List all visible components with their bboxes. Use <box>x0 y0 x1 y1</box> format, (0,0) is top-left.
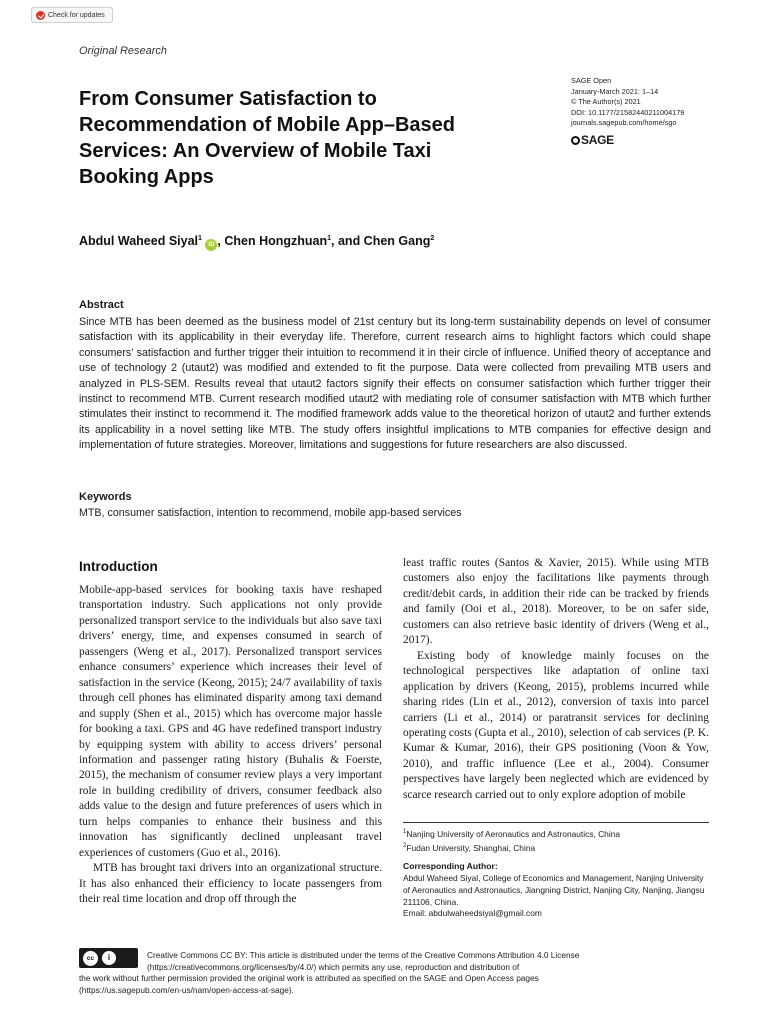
corresponding-author-address: Abdul Waheed Siyal, College of Economics and Management, Nanjing University of Aeronautics and Astronautics, Jiangning District, Nanjing City, Nanjing, Jiangsu 211106, China. <box>403 873 705 907</box>
author-1-affiliation: 1 <box>198 234 202 242</box>
license-line-4[interactable]: (https://us.sagepub.com/en-us/nam/open-access-at-sage). <box>79 984 294 995</box>
corresponding-author <box>403 873 709 920</box>
intro-paragraph-continued: least traffic routes (Santos & Xavier, 2015). While using MTB customers also enjoy the facilitations like payments through credit/debit cards, in addition their ride can be tracked by friends and family (Ooi et al., 2018). Moreover, to be on safer side, customers can also retrieve basic identity of drivers (Weng et al., 2017). <box>403 557 709 647</box>
journal-doi[interactable]: DOI: 10.1177/21582440211004179 <box>571 107 685 117</box>
journal-copyright: © The Author(s) 2021 <box>571 97 641 106</box>
journal-url[interactable]: journals.sagepub.com/home/sgo <box>571 118 677 127</box>
sage-swirl-icon <box>571 136 580 145</box>
affiliation-2-text: Fudan University, Shanghai, China <box>406 842 536 853</box>
intro-paragraph-2: MTB has brought taxi drivers into an organizational structure. It has also enhanced their efficiency to locate passengers from their real time location and drop off through the <box>79 862 382 906</box>
author-1: Abdul Waheed Siyal <box>79 234 199 248</box>
left-column <box>79 583 382 908</box>
intro-paragraph-1: Mobile-app-based services for booking taxis have reshaped transportation industry. Such applications not only provide personalized transport service to the individuals but also save taxi drivers’ energy, time, and expenses consumed in search of passengers (Weng et al., 2017). Personalized transport services enhance consumers’ experience which increases their level of satisfaction in the service (Keong, 2015); 24/7 availability of taxis through cell phones has eliminated disparity among taxi demand and supply (Shen et al., 2015) which has overcome major hassle for booking a taxi. GPS and 4G have redefined transport industry by equipping system with ability to access drivers’ personal information and passenger rating history (Buhalis & Foerste, 2015), the mechanism of consumer review plays a very important role in building credibility of drivers, consumer feedback also adds value to the design and future preferences of users which in turn helps companies to enhance their business and this innovation has significantly declined unpleasant travel experiences of customers (Guo et al., 2016). <box>79 584 382 859</box>
corresponding-author-email[interactable]: Email: abdulwaheedsiyal@gmail.com <box>403 908 542 919</box>
article-title: From Consumer Satisfaction to Recommendation of Mobile App–Based Services: An Overview of Mobile Taxi Booking Apps <box>79 88 455 188</box>
section-label: Original Research <box>79 45 168 57</box>
author-list <box>79 234 434 251</box>
journal-name: SAGE Open <box>571 76 612 85</box>
license-text <box>79 950 711 996</box>
check-icon <box>36 11 45 20</box>
abstract-heading: Abstract <box>79 299 124 311</box>
keywords-heading: Keywords <box>79 491 132 503</box>
intro-paragraph-3: Existing body of knowledge mainly focuses on the technological perspectives like adaptation of online taxi application by drivers (Keong, 2015), problems incurred while sharing rides (Lin et al., 2012), conversion of taxis into parcel carriers (Li et al., 2014) or paratransit services for declining operating costs (Gupta et al., 2010), selection of cab services (P. K. Kumar & Kumar, 2016), their GPS positioning (Voon & Yow, 2010), and traffic influence (Lee et al., 2004). Consumer perspectives have largely been neglected which are evidenced by scarce research carried out to only explore adoption of mobile <box>403 649 709 801</box>
journal-issue: January-March 2021: 1–14 <box>571 86 659 96</box>
author-2: , Chen Hongzhuan <box>217 234 328 248</box>
sage-logo <box>571 133 614 147</box>
corresponding-author-heading: Corresponding Author: <box>403 861 498 871</box>
check-for-updates-badge[interactable] <box>31 7 113 23</box>
license-line-2[interactable]: (https://creativecommons.org/licenses/by/4.0/) which permits any use, reproduction and distribution of <box>147 961 520 972</box>
attribution-icon: i <box>102 951 116 965</box>
journal-info <box>571 76 741 129</box>
sage-logo-text: SAGE <box>581 133 614 147</box>
author-3: , and Chen Gang <box>331 234 431 248</box>
license-line-3: the work without further permission provided the original work is attributed as specified on the SAGE and Open Access pages <box>79 973 539 984</box>
footnote-divider <box>403 822 709 823</box>
right-column <box>403 556 709 803</box>
cc-icon: cc <box>83 951 98 966</box>
author-3-affiliation: 2 <box>430 234 435 242</box>
abstract-text: Since MTB has been deemed as the business model of 21st century but its long-term sustainability depends on level of consumer satisfaction with its applicability in their everyday life. Therefore, current research aims to highlight factors which could shape consumers’ satisfaction and further trigger their intuition to recommend it in their circle of influence. Unified theory of acceptance and use of technology 2 (utaut2) was modified and extended to fit the purpose. Data were collected from prevailing MTB users and analyzed in PLS-SEM. Results reveal that utaut2 factors signify their effects on consumer satisfaction which further trigger their instinct to recommend MTB. Current research modified utaut2 with mediating role of consumer satisfaction with MTB which further stimulates their instinct to recommend it. The modified framework adds value to the theoretical horizon of utaut2 and further extends its applicability in a novel setting like MTB. The study offers insightful implications to MTB companies for effective design and implementation of future strategies. Moreover, limitations and suggestions for future researchers are also discussed. <box>79 316 711 452</box>
affiliation-1 <box>403 827 709 841</box>
affiliation-2-number: 2 <box>403 842 407 849</box>
affiliation-2 <box>403 841 709 855</box>
introduction-heading: Introduction <box>79 559 158 574</box>
affiliation-1-number: 1 <box>403 829 407 835</box>
keywords-text: MTB, consumer satisfaction, intention to recommend, mobile app-based services <box>79 507 462 519</box>
check-for-updates-label: Check for updates <box>48 11 105 19</box>
author-2-affiliation: 1 <box>327 234 332 242</box>
license-line-1: Creative Commons CC BY: This article is distributed under the terms of the Creative Commons Attribution 4.0 License <box>147 950 580 960</box>
orcid-icon[interactable]: iD <box>205 239 217 251</box>
affiliation-1-text: Nanjing University of Aeronautics and Astronautics, China <box>406 828 621 839</box>
affiliations <box>403 827 709 854</box>
